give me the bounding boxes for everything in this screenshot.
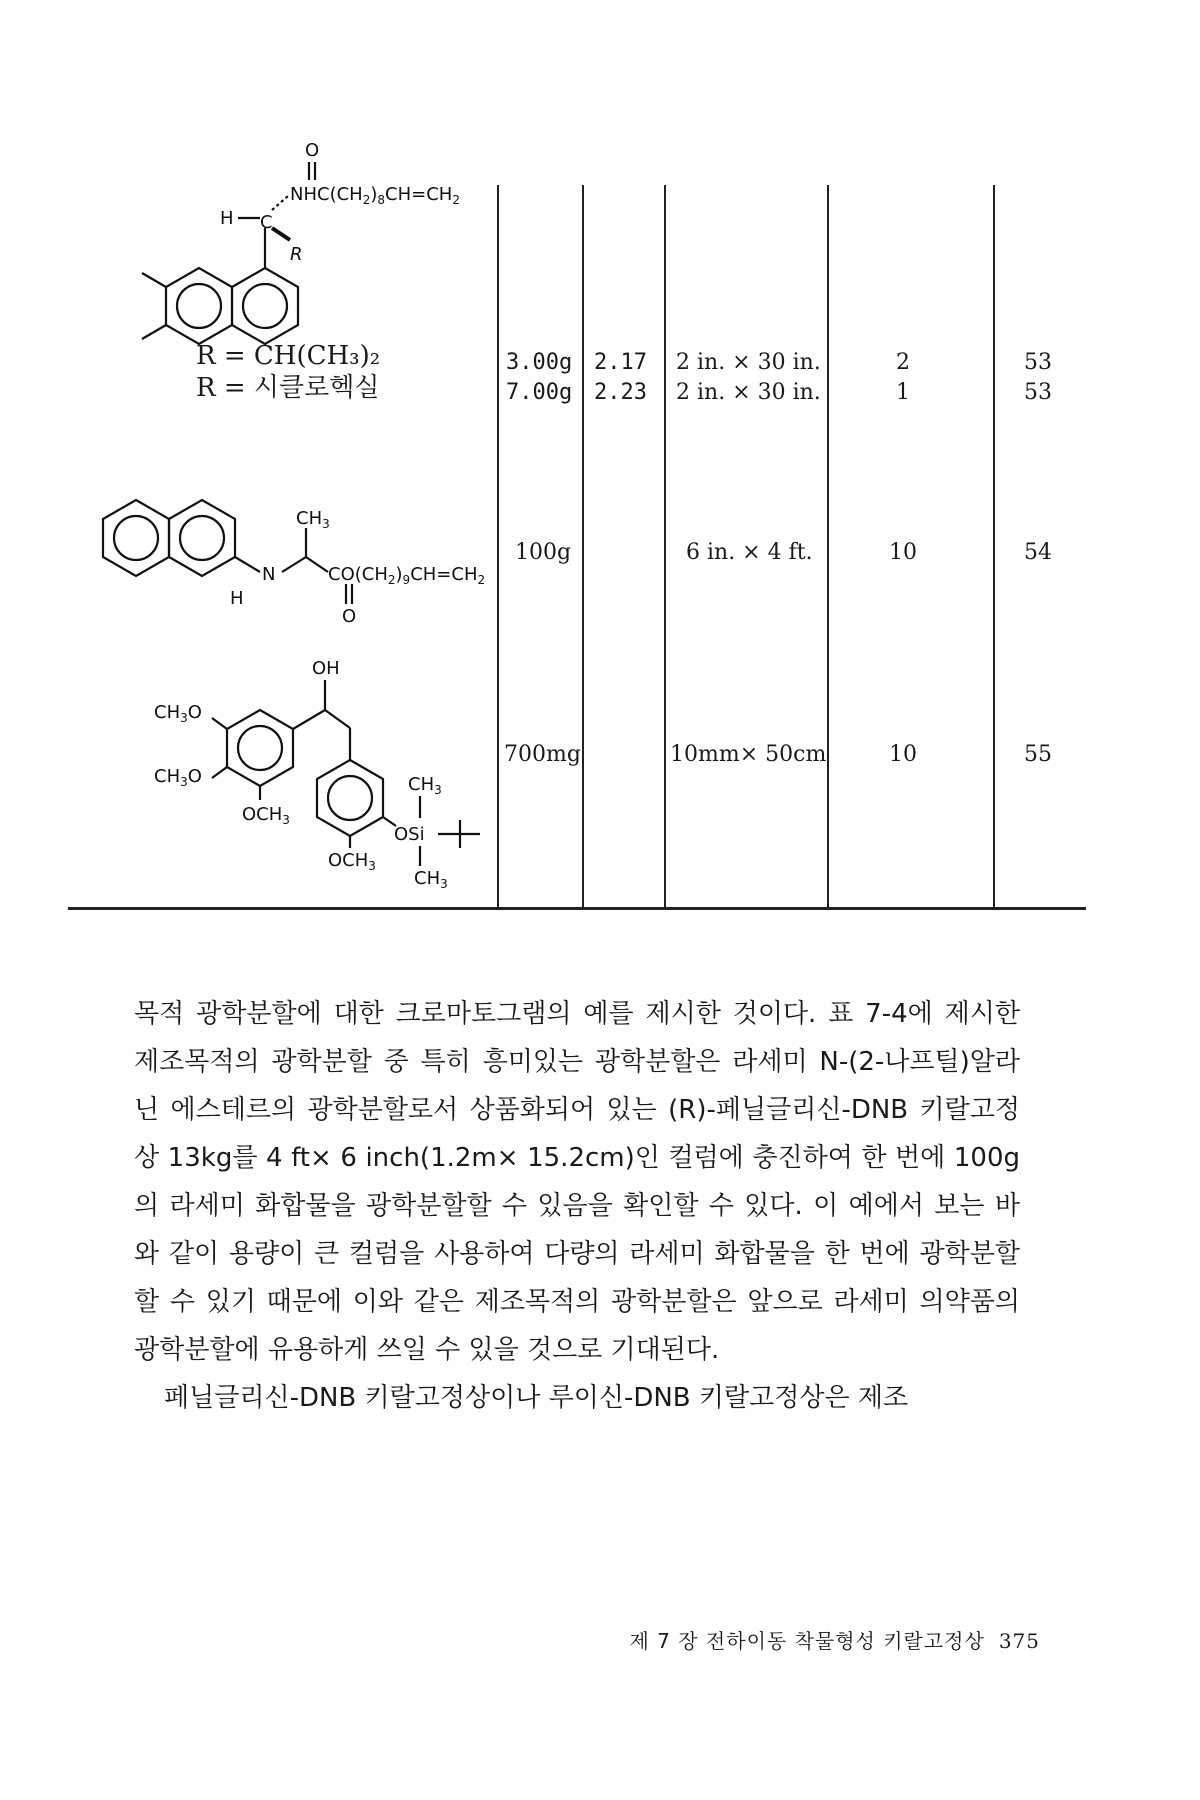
chem-group-label: $CH_3O$ xyxy=(154,702,202,725)
table-cell-amount: 7.00g xyxy=(506,380,573,405)
page-number: 375 xyxy=(998,1629,1040,1653)
table-cell-amount: 100g xyxy=(515,540,572,565)
table-cell-ref: 54 xyxy=(1024,540,1052,565)
chem-atom-label: H xyxy=(230,588,244,609)
table-cell-passes: 10 xyxy=(889,540,917,565)
table-column-rule xyxy=(582,185,584,908)
table-column-rule xyxy=(664,185,666,908)
table-cell-ref: 53 xyxy=(1024,380,1052,405)
chem-group-label: $OCH_3$ xyxy=(242,804,290,827)
chapter-title: 제 7 장 전하이동 착물형성 키랄고정상 xyxy=(629,1629,985,1653)
table-cell-column: 10mm× 50cm xyxy=(670,742,827,767)
table-cell-amount: 700mg xyxy=(504,742,581,767)
running-footer xyxy=(480,1625,1040,1654)
table-cell-ref: 55 xyxy=(1024,742,1052,767)
table-cell-column: 2 in. × 30 in. xyxy=(676,380,821,405)
chem-group-label: $CH_3$ xyxy=(296,508,330,531)
table-cell-amount: 3.00g xyxy=(506,350,573,375)
chemical-structure-2 xyxy=(70,480,490,627)
table-column-rule xyxy=(993,185,995,908)
table-cell-column: 2 in. × 30 in. xyxy=(676,350,821,375)
table-cell-passes: 10 xyxy=(889,742,917,767)
chem-atom-label: H xyxy=(220,208,234,229)
table-bottom-rule xyxy=(68,907,1086,910)
chem-atom-label: O xyxy=(305,140,320,161)
chem-group-label: OSi xyxy=(394,824,425,845)
chem-group-label: $CH_3$ xyxy=(408,774,442,797)
paragraph: 페닐글리신-DNB 키랄고정상이나 루이신-DNB 키랄고정상은 제조 xyxy=(164,1383,909,1413)
table-column-rule xyxy=(827,185,829,908)
chem-group-label: $CH_3$ xyxy=(414,868,448,891)
chemical-structure-3 xyxy=(154,650,520,900)
table-cell-ref: 53 xyxy=(1024,350,1052,375)
chem-atom-label: O xyxy=(342,606,357,627)
table-cell-column: 6 in. × 4 ft. xyxy=(686,540,813,565)
chem-group-label: OH xyxy=(312,658,340,679)
chem-atom-label: C xyxy=(260,212,273,233)
chem-group-label: $OCH_3$ xyxy=(328,850,376,873)
r-group-label: R = CH(CH₃)₂ xyxy=(196,341,381,371)
table-cell-passes: 1 xyxy=(896,380,910,405)
body-text xyxy=(134,990,1020,1422)
chem-atom-label: R xyxy=(290,244,303,265)
table-cell-passes: 2 xyxy=(896,350,910,375)
chem-group-label: $CH_3O$ xyxy=(154,766,202,789)
r-group-label: R = 시클로헥실 xyxy=(196,373,380,403)
table-cell-factor: 2.23 xyxy=(594,380,647,405)
table-cell-factor: 2.17 xyxy=(594,350,647,375)
chem-group-label: $NHC(CH_2)_8CH=CH_2$ xyxy=(290,184,460,207)
chem-group-label: $CO(CH_2)_9CH=CH_2$ xyxy=(328,564,486,587)
paragraph: 목적 광학분할에 대한 크로마토그램의 예를 제시한 것이다. 표 7-4에 제시한 제조목적의 광학분할 중 특히 흥미있는 광학분할은 라세미 N-(2-나프틸)알라닌 에스테르의 광학분할로서 상품화되어 있는 (R)-페닐글리신-DNB 키랄고정상 13kg를 4 ft× 6 inch(1.2m× 15.2cm)인 컬럼에 충진하여 한 번에 100g의 라세미 화합물을 광학분할할 수 있음을 확인할 수 있다. 이 예에서 보는 바와 같이 용량이 큰 컬럼을 사용하여 다량의 라세미 화합물을 한 번에 광학분할할 수 있기 때문에 이와 같은 제조목적의 광학분할은 앞으로 라세미 의약품의 광학분할에 유용하게 쓰일 수 있을 것으로 기대된다. xyxy=(134,999,1020,1365)
chem-atom-label: N xyxy=(262,564,276,585)
chemical-structure-1 xyxy=(100,140,520,340)
